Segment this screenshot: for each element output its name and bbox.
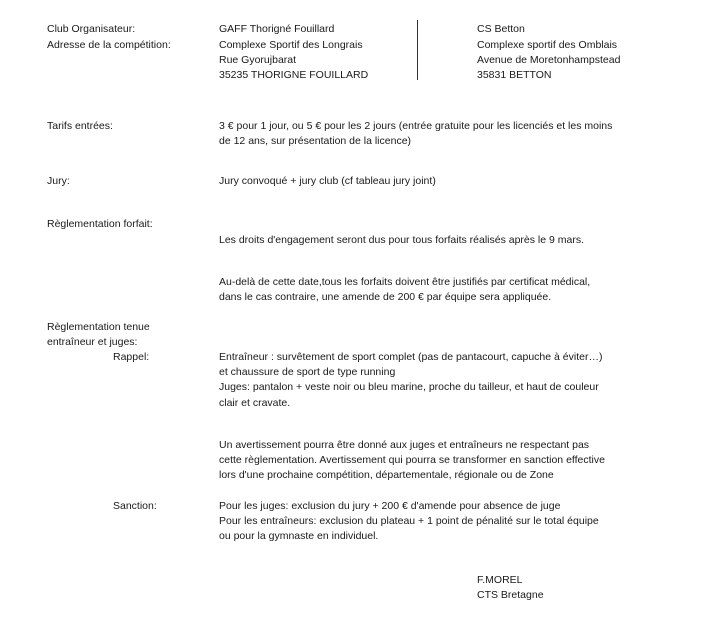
forfait-paragraph-2-line-1: Au-delà de cette date,tous les forfaits doivent être justifiés par certificat médical, (219, 276, 591, 288)
label-club-organisateur: Club Organisateur: (47, 23, 136, 35)
label-sanction: Sanction: (113, 500, 157, 512)
rappel-line-1: Entraîneur : survêtement de sport complet (pas de pantacourt, capuche à éviter…) (219, 351, 603, 363)
tarifs-line-1: 3 € pour 1 jour, ou 5 € pour les 2 jours (entrée gratuite pour les licenciés et les moins (219, 120, 613, 132)
organizer1-name: GAFF Thorigné Fouillard (219, 23, 335, 35)
label-adresse-competition: Adresse de la compétition: (47, 39, 171, 51)
label-reglementation-forfait: Règlementation forfait: (47, 218, 153, 230)
avertissement-line-2: cette règlementation. Avertissement qui pourra se transformer en sanction effective (219, 454, 605, 466)
rappel-line-3: Juges: pantalon + veste noir ou bleu marine, proche du tailleur, et haut de couleur (219, 381, 599, 393)
signature-name: F.MOREL (477, 574, 523, 586)
jury-text: Jury convoqué + jury club (cf tableau jury joint) (219, 175, 436, 187)
label-reglementation-tenue-1: Règlementation tenue (47, 321, 150, 333)
label-rappel: Rappel: (113, 351, 150, 363)
organizer2-venue: Complexe sportif des Omblais (477, 39, 618, 51)
sanction-line-2: Pour les entraîneurs: exclusion du plateau + 1 point de pénalité sur le total équipe (219, 515, 599, 527)
rappel-line-4: clair et cravate. (219, 397, 291, 409)
sanction-line-3: ou pour la gymnaste en individuel. (219, 530, 379, 542)
organizer1-street: Rue Gyorujbarat (219, 54, 297, 66)
header-divider (417, 20, 418, 80)
forfait-paragraph-1: Les droits d'engagement seront dus pour tous forfaits réalisés après le 9 mars. (219, 234, 585, 246)
rappel-line-2: et chaussure de sport de type running (219, 366, 396, 378)
forfait-paragraph-2-line-2: dans le cas contraire, une amende de 200 € par équipe sera appliquée. (219, 291, 552, 303)
label-jury: Jury: (47, 175, 70, 187)
organizer2-street: Avenue de Moretonhampstead (477, 54, 621, 66)
organizer1-venue: Complexe Sportif des Longrais (219, 39, 363, 51)
organizer2-name: CS Betton (477, 23, 525, 35)
tarifs-line-2: de 12 ans, sur présentation de la licence) (219, 135, 412, 147)
avertissement-line-1: Un avertissement pourra être donné aux juges et entraîneurs ne respectant pas (219, 439, 590, 451)
organizer1-city: 35235 THORIGNE FOUILLARD (219, 69, 369, 81)
avertissement-line-3: lors d'une prochaine compétition, départementale, régionale ou de Zone (219, 469, 554, 481)
sanction-line-1: Pour les juges: exclusion du jury + 200 € d'amende pour absence de juge (219, 500, 561, 512)
label-reglementation-tenue-2: entraîneur et juges: (47, 336, 138, 348)
label-tarifs: Tarifs entrées: (47, 120, 113, 132)
signature-role: CTS Bretagne (477, 589, 544, 601)
organizer2-city: 35831 BETTON (477, 69, 552, 81)
